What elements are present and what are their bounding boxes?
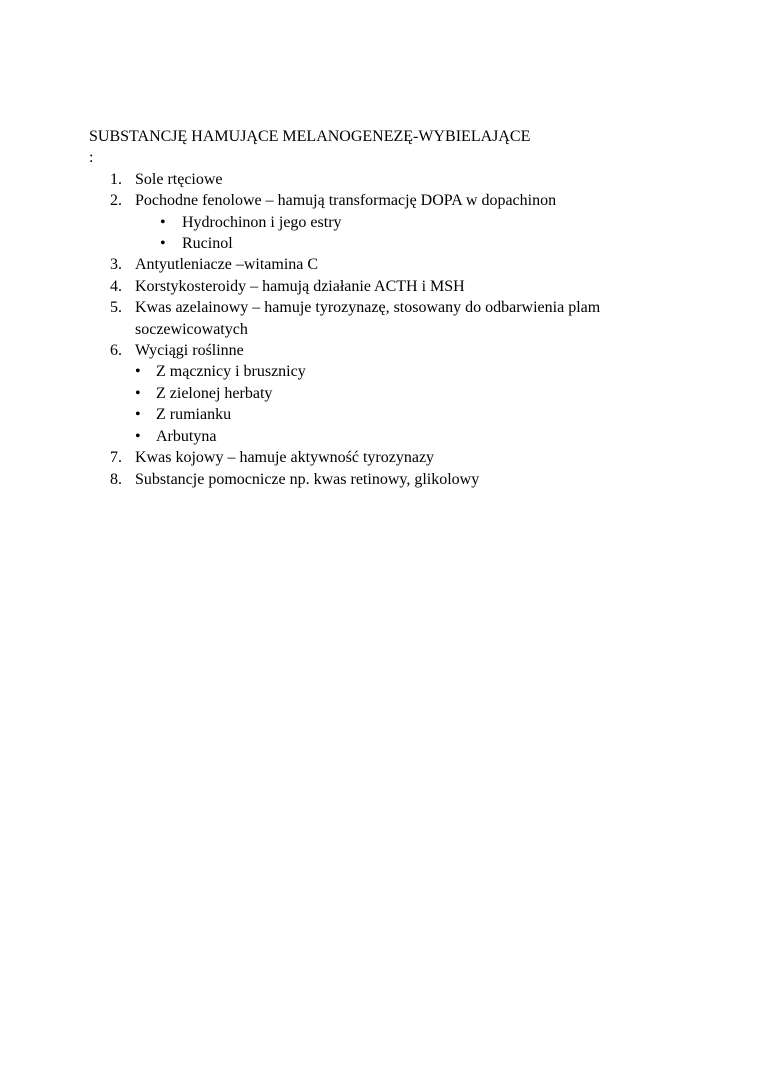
bullet-item <box>89 361 671 382</box>
bullet-icon: • <box>135 363 141 381</box>
bullet-item-text: Z rumianku <box>156 406 232 424</box>
list-item-text: Korstykosteroidy – hamują działanie ACTH i MSH <box>135 277 465 295</box>
bullet-item <box>89 426 671 447</box>
list-number: 1. <box>110 170 122 188</box>
bullet-item <box>89 233 671 254</box>
bullet-item-text: Z zielonej herbaty <box>156 384 273 402</box>
list-item-text: Pochodne fenolowe – hamują transformację DOPA w dopachinon <box>135 192 557 210</box>
list-item-text: Kwas kojowy – hamuje aktywność tyrozynazy <box>135 449 435 467</box>
list-number: 5. <box>110 299 122 317</box>
list-item-5 <box>89 297 671 340</box>
list-item-6 <box>89 340 671 361</box>
list-number: 7. <box>110 449 122 467</box>
list-item-3 <box>89 254 671 275</box>
list-item-8 <box>89 469 671 490</box>
list-number: 2. <box>110 192 122 210</box>
list-number: 8. <box>110 470 122 488</box>
bullet-icon: • <box>160 213 166 231</box>
bullet-icon: • <box>160 235 166 253</box>
bullet-item-text: Z mącznicy i brusznicy <box>156 363 306 381</box>
list-number: 3. <box>110 256 122 274</box>
list-item-7 <box>89 447 671 468</box>
bullet-item-text: Hydrochinon i jego estry <box>182 213 342 231</box>
list-item-2 <box>89 190 671 211</box>
bullet-icon: • <box>135 427 141 445</box>
bullet-item-text: Arbutyna <box>156 427 217 445</box>
list-item-text: Substancje pomocnicze np. kwas retinowy, glikolowy <box>135 470 480 488</box>
bullet-icon: • <box>135 384 141 402</box>
list-item-text: Antyutleniacze –witamina C <box>135 256 319 274</box>
bullet-item <box>89 383 671 404</box>
bullet-item <box>89 212 671 233</box>
document-title: SUBSTANCJĘ HAMUJĄCE MELANOGENEZĘ-WYBIELAJĄCE <box>89 128 531 145</box>
list-item-text: Sole rtęciowe <box>135 170 223 188</box>
list-item-1 <box>89 169 671 190</box>
list-item-4 <box>89 276 671 297</box>
list-number: 6. <box>110 342 122 360</box>
title-colon: : <box>89 149 94 167</box>
list-item-text: Kwas azelainowy – hamuje tyrozynazę, stosowany do odbarwienia plam soczewicowatych <box>135 299 601 338</box>
list-item-text: Wyciągi roślinne <box>135 342 244 360</box>
document-content <box>89 126 671 490</box>
bullet-item <box>89 404 671 425</box>
bullet-item-text: Rucinol <box>182 235 233 253</box>
list-number: 4. <box>110 277 122 295</box>
bullet-icon: • <box>135 406 141 424</box>
